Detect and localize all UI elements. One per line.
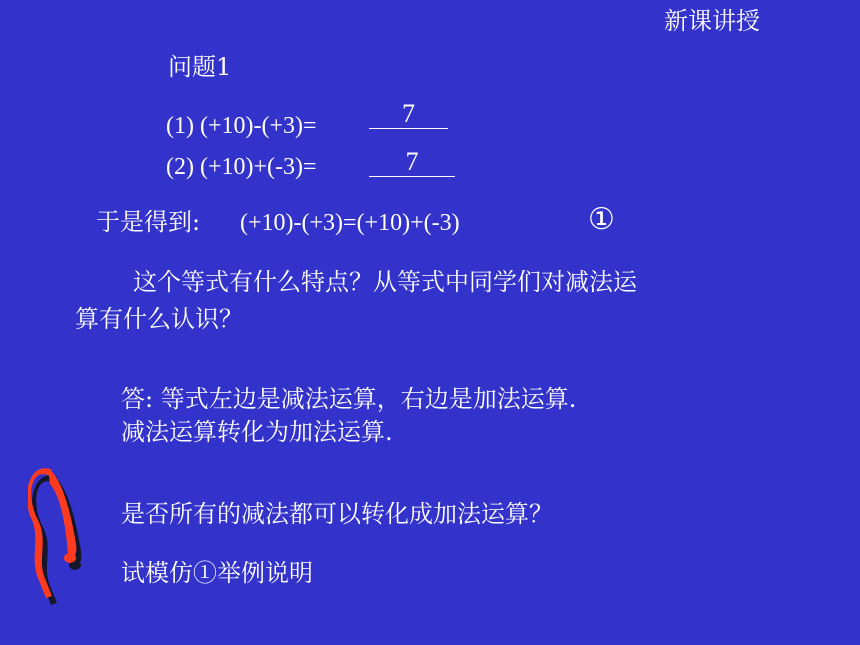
question-line-2: 算有什么认识？	[75, 305, 243, 333]
equation-marker: ①	[588, 202, 615, 237]
problem-2-answer: 7	[369, 150, 455, 177]
follow-up-prompt: 试模仿①举例说明	[121, 559, 313, 587]
conclusion-equation: (+10)-(+3)=(+10)+(-3)	[240, 210, 460, 236]
problem-2-expression: (2) (+10)+(-3)=	[166, 154, 317, 180]
section-title: 新课讲授	[664, 7, 760, 35]
answer-line-1: 答: 等式左边是减法运算，右边是加法运算.	[121, 385, 577, 413]
question-line-1: 这个等式有什么特点？从等式中同学们对减法运	[133, 268, 637, 296]
answer-line-2: 减法运算转化为加法运算.	[121, 418, 393, 446]
problem-title: 问题1	[168, 53, 232, 81]
problem-1-answer: 7	[369, 102, 448, 129]
follow-up-question: 是否所有的减法都可以转化成加法运算？	[121, 500, 553, 528]
problem-1-expression: (1) (+10)-(+3)=	[166, 113, 317, 139]
conclusion-prefix: 于是得到:	[96, 208, 201, 236]
question-mark-icon	[28, 458, 88, 608]
